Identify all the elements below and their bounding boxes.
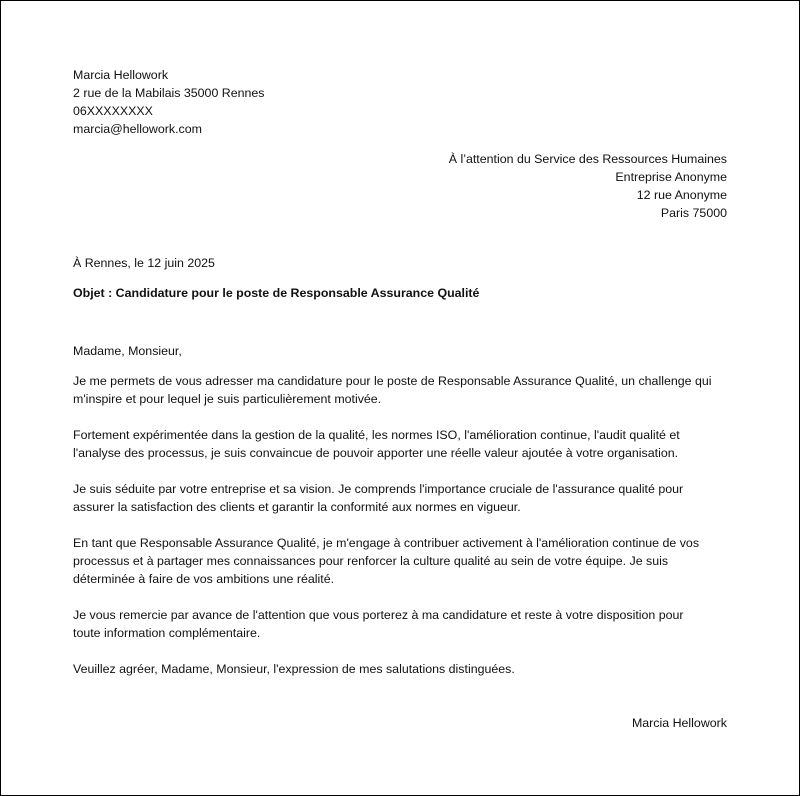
sender-phone: 06XXXXXXXX bbox=[73, 104, 153, 118]
body-paragraph bbox=[73, 372, 733, 408]
date-line: À Rennes, le 12 juin 2025 bbox=[73, 256, 215, 270]
subject-line: Objet : Candidature pour le poste de Responsable Assurance Qualité bbox=[73, 286, 480, 300]
body-paragraph bbox=[73, 606, 733, 642]
paragraph-line: Fortement expérimentée dans la gestion de la qualité, les normes ISO, l'amélioration continue, l'audit qualité et bbox=[73, 428, 680, 442]
paragraph-line: Je suis séduite par votre entreprise et sa vision. Je comprends l'importance cruciale de l'assurance qualité pour bbox=[73, 482, 684, 496]
signature: Marcia Hellowork bbox=[631, 716, 727, 730]
salutation: Madame, Monsieur, bbox=[73, 344, 182, 358]
paragraph-line: En tant que Responsable Assurance Qualité, je m'engage à contribuer activement à l'amélioration continue de vos bbox=[73, 536, 700, 550]
body-paragraph bbox=[73, 534, 733, 588]
paragraph-line: assurer la satisfaction des clients et garantir la conformité aux normes en vigueur. bbox=[73, 500, 521, 514]
paragraph-line: processus et à partager mes connaissances pour renforcer la culture qualité au sein de votre équipe. Je suis bbox=[73, 554, 669, 568]
sender-name: Marcia Hellowork bbox=[73, 68, 169, 82]
recipient-company: Entreprise Anonyme bbox=[615, 170, 727, 184]
recipient-street: 12 rue Anonyme bbox=[636, 188, 727, 202]
sender-email: marcia@hellowork.com bbox=[73, 122, 202, 136]
recipient-attention: À l’attention du Service des Ressources Humaines bbox=[448, 152, 727, 166]
paragraph-line: toute information complémentaire. bbox=[73, 626, 261, 640]
recipient-city: Paris 75000 bbox=[660, 206, 727, 220]
body-paragraph bbox=[73, 426, 733, 462]
sender-address: 2 rue de la Mabilais 35000 Rennes bbox=[73, 86, 265, 100]
sender-block bbox=[73, 66, 265, 138]
body-paragraph bbox=[73, 480, 733, 516]
closing-formula: Veuillez agréer, Madame, Monsieur, l'expression de mes salutations distinguées. bbox=[73, 662, 515, 676]
paragraph-line: Je me permets de vous adresser ma candidature pour le poste de Responsable Assurance Qualité, un challenge qui bbox=[73, 374, 712, 388]
recipient-block bbox=[449, 150, 727, 222]
paragraph-line: déterminée à faire de vos ambitions une réalité. bbox=[73, 572, 335, 586]
paragraph-line: m'inspire et pour lequel je suis particulièrement motivée. bbox=[73, 392, 382, 406]
paragraph-line: l'analyse des processus, je suis convaincue de pouvoir apporter une réelle valeur ajoutée à votre organisation. bbox=[73, 446, 679, 460]
paragraph-line: Je vous remercie par avance de l'attention que vous porterez à ma candidature et reste à votre disposition pour bbox=[73, 608, 684, 622]
